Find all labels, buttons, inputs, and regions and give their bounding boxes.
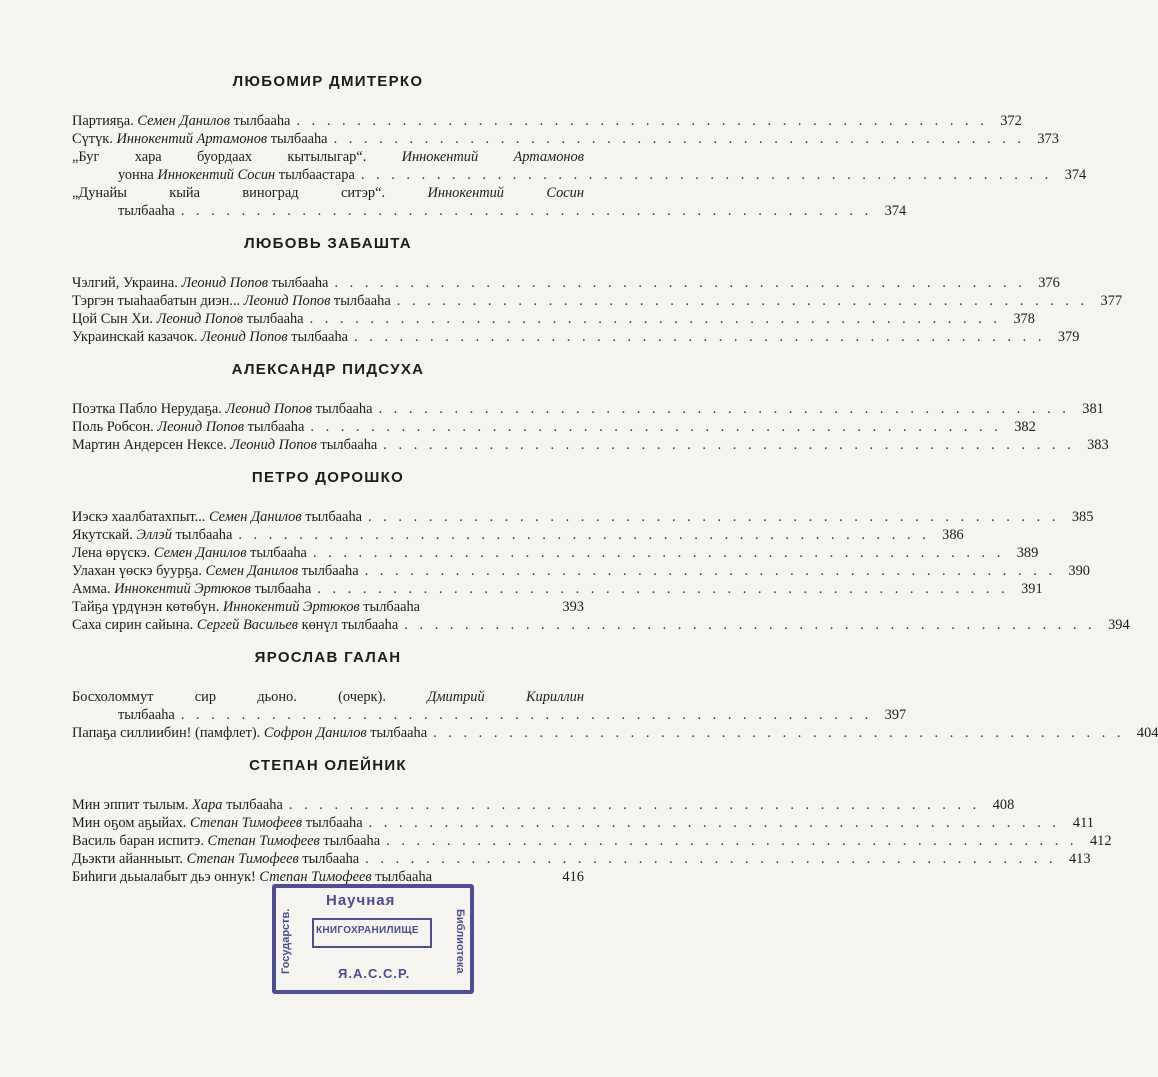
translator-name: Леонид Попов [225, 401, 313, 417]
title-text: тылбааһа [316, 437, 378, 453]
translator-name: Иннокентий Сосин [427, 185, 585, 201]
toc-entry-line [72, 526, 964, 544]
translator-name: Леонид Попов [201, 329, 288, 345]
toc-entry-text [118, 166, 355, 184]
leader-dots: . . . . . . . . . . . . . . . . . . . . . . . . . . . . . . . . . . . . . . . . . . . . . . [309, 311, 1001, 327]
toc-entry-text [72, 562, 359, 580]
toc-entry-text [72, 598, 420, 616]
title-text: тылбааһа [222, 797, 283, 813]
toc-entry[interactable] [72, 544, 1039, 562]
leader-dots: . . . . . . . . . . . . . . . . . . . . . . . . . . . . . . . . . . . . . . . . . . . . . . [396, 293, 1089, 309]
page-number: 391 [1021, 581, 1043, 597]
toc-entry-line [72, 706, 907, 724]
title-text: Саха сирин сайына. [72, 617, 197, 633]
title-text: тылбааһа [267, 131, 328, 147]
toc-entry-line [72, 418, 1036, 436]
page-number: 376 [1038, 275, 1060, 291]
title-text: тылбааһа [171, 527, 233, 543]
translator-name: Степан Тимофеев [259, 869, 372, 885]
toc-entry-line [72, 202, 907, 220]
page-number: 412 [1089, 833, 1112, 849]
page-number: 394 [1108, 617, 1130, 633]
translator-name: Эллэй [136, 527, 172, 543]
title-text: Партияҕа. [72, 113, 138, 129]
translator-name: Семен Данилов [153, 545, 247, 561]
leader-dots: . . . . . . . . . . . . . . . . . . . . . . . . . . . . . . . . . . . . . . . . . . . . . . [238, 527, 930, 543]
author-section [72, 360, 1109, 454]
author-heading: ПЕТРО ДОРОШКО [251, 469, 405, 486]
toc-entry[interactable] [72, 328, 1080, 346]
toc-entry[interactable] [72, 832, 1112, 850]
title-text: көнүл тылбааһа [297, 617, 399, 633]
title-text: тылбааһа [366, 725, 428, 741]
translator-name: Иннокентий Артамонов [116, 131, 268, 147]
title-text: Поэтка Пабло Нерудаҕа. [72, 401, 226, 417]
toc-entry[interactable] [72, 148, 1087, 184]
title-text: „Дунайы кыйа виноград ситэр“. [72, 185, 428, 201]
page-number: 389 [1016, 545, 1039, 561]
leader-dots: . . . . . . . . . . . . . . . . . . . . . . . . . . . . . . . . . . . . . . . . . . . . . . [360, 167, 1053, 183]
title-text: тылбааһа [243, 419, 305, 435]
toc-entry-line [72, 112, 1022, 130]
title-text: тылбааһа [301, 509, 363, 525]
contents-page [72, 72, 1158, 900]
title-text: тылбааһа [330, 293, 391, 309]
toc-entry-text [72, 832, 380, 850]
toc-entry-line [72, 796, 1015, 814]
toc-entry-text [118, 706, 175, 724]
toc-entry-text [72, 580, 311, 598]
page-number: 377 [1100, 293, 1123, 309]
stamp-line-1: Научная [326, 892, 396, 909]
toc-entry[interactable] [72, 112, 1022, 130]
leader-dots: . . . . . . . . . . . . . . . . . . . . . . . . . . . . . . . . . . . . . . . . . . . . . . [312, 545, 1005, 561]
title-text: „Буг хара буордаах кытылыгар“. [72, 149, 402, 165]
title-text: Тайҕа үрдүнэн көтөбүн. [72, 599, 223, 615]
author-section [72, 234, 1123, 346]
toc-entry-text [72, 148, 584, 166]
page-number: 378 [1013, 311, 1035, 327]
toc-entry[interactable] [72, 724, 1158, 742]
translator-name: Иннокентий Артамонов [401, 149, 584, 165]
title-text: Амма. [72, 581, 115, 597]
page-number: 385 [1071, 509, 1094, 525]
title-text: тылбааһа [371, 869, 433, 885]
toc-entry[interactable] [72, 130, 1059, 148]
author-heading: ЛЮБОВЬ ЗАБАШТА [244, 235, 412, 252]
toc-entry[interactable] [72, 292, 1123, 310]
leader-dots: . . . . . . . . . . . . . . . . . . . . . . . . . . . . . . . . . . . . . . . . . . . . . . [365, 851, 1057, 867]
toc-entry-text [72, 436, 377, 454]
toc-entry[interactable] [72, 814, 1094, 832]
toc-entry-text [72, 688, 584, 706]
leader-dots: . . . . . . . . . . . . . . . . . . . . . . . . . . . . . . . . . . . . . . . . . . . . . . [334, 275, 1026, 291]
title-text: Мин эппит тылым. [72, 797, 193, 813]
toc-entry-line [72, 130, 1059, 148]
toc-entry[interactable] [72, 580, 1043, 598]
toc-entry-line [72, 688, 584, 706]
translator-name: Степан Тимофеев [207, 833, 320, 849]
page-number: 397 [884, 707, 907, 723]
title-text: тылбааһа [243, 311, 304, 327]
toc-entry-text [72, 796, 283, 814]
translator-name: Дмитрий Кириллин [427, 689, 584, 705]
toc-entry-line [72, 562, 1090, 580]
title-text: тылбааһа [118, 707, 175, 723]
toc-entry-line [72, 292, 1123, 310]
title-text: тылбааһа [230, 113, 291, 129]
page-number: 374 [1064, 167, 1087, 183]
toc-entry[interactable] [72, 310, 1035, 328]
translator-name: Леонид Попов [230, 437, 317, 453]
toc-entry-text [72, 184, 584, 202]
translator-name: Софрон Данилов [263, 725, 367, 741]
leader-dots: . . . . . . . . . . . . . . . . . . . . . . . . . . . . . . . . . . . . . . . . . . . . . . [404, 617, 1096, 633]
leader-dots: . . . . . . . . . . . . . . . . . . . . . . . . . . . . . . . . . . . . . . . . . . . . . . [317, 581, 1009, 597]
toc-entry[interactable] [72, 616, 1130, 634]
toc-entry-line [72, 508, 1094, 526]
toc-entry-text [72, 418, 304, 436]
toc-entry-text [72, 544, 307, 562]
toc-entry-text [72, 328, 348, 346]
stamp-line-2: КНИГОХРАНИЛИЩЕ [316, 925, 419, 936]
leader-dots: . . . . . . . . . . . . . . . . . . . . . . . . . . . . . . . . . . . . . . . . . . . . . . [180, 707, 873, 723]
translator-name: Иннокентий Эртюков [222, 599, 360, 615]
toc-entry-line [72, 328, 1080, 346]
title-text: Василь баран испитэ. [72, 833, 208, 849]
title-text: тылбааһа [298, 851, 360, 867]
toc-entry[interactable] [72, 274, 1060, 292]
toc-entry[interactable] [72, 436, 1109, 454]
leader-dots: . . . . . . . . . . . . . . . . . . . . . . . . . . . . . . . . . . . . . . . . . . . . . . [333, 131, 1025, 147]
translator-name: Иннокентий Сосин [157, 167, 276, 183]
toc-entry[interactable] [72, 562, 1090, 580]
title-text: тылбаастара [275, 167, 355, 183]
page-number: 372 [1000, 113, 1022, 129]
author-heading: ЯРОСЛАВ ГАЛАН [254, 649, 402, 666]
toc-entry[interactable] [72, 598, 584, 616]
toc-entry-line [72, 850, 1091, 868]
title-text: тылбааһа [118, 203, 175, 219]
title-text: Поль Робсон. [72, 419, 158, 435]
toc-entry-text [72, 274, 328, 292]
toc-entry-text [72, 814, 363, 832]
title-text: Якутскай. [72, 527, 137, 543]
author-section [72, 648, 1158, 742]
page-number: 381 [1082, 401, 1104, 417]
title-text: Иэскэ хаалбатахпыт... [72, 509, 209, 525]
author-section [72, 756, 1112, 886]
page-number: 386 [942, 527, 964, 543]
page-number: 382 [1014, 419, 1036, 435]
toc-entry-text [72, 526, 232, 544]
toc-entry-line [72, 616, 1130, 634]
toc-entry-text [118, 202, 175, 220]
toc-entry[interactable] [72, 796, 1015, 814]
title-text: Украинскай казачок. [72, 329, 202, 345]
toc-entry[interactable] [72, 688, 907, 724]
translator-name: Степан Тимофеев [186, 851, 299, 867]
leader-dots: . . . . . . . . . . . . . . . . . . . . . . . . . . . . . . . . . . . . . . . . . . . . . . [368, 509, 1060, 525]
title-text: Чэлгий, Украина. [72, 275, 182, 291]
title-text: Мартин Андерсен Нексе. [72, 437, 231, 453]
translator-name: Семен Данилов [208, 509, 302, 525]
toc-entry-text [72, 292, 391, 310]
title-text: Мин оҕом аҕыйах. [72, 815, 190, 831]
toc-entry-line [72, 598, 584, 616]
translator-name: Степан Тимофеев [189, 815, 303, 831]
author-heading: СТЕПАН ОЛЕЙНИК [249, 757, 407, 774]
toc-entry-line [72, 832, 1112, 850]
page-number: 404 [1136, 725, 1158, 741]
leader-dots: . . . . . . . . . . . . . . . . . . . . . . . . . . . . . . . . . . . . . . . . . . . . . . [378, 401, 1070, 417]
title-text: Лена өрүскэ. [72, 545, 154, 561]
toc-entry-line [72, 184, 584, 202]
toc-entry[interactable] [72, 526, 964, 544]
toc-entry[interactable] [72, 184, 907, 220]
toc-entry-text [72, 310, 304, 328]
title-text: Папаҕа силлиибин! (памфлет). [72, 725, 264, 741]
toc-entry-line [72, 400, 1104, 418]
toc-entry-line [72, 580, 1043, 598]
toc-entry-line [72, 724, 1158, 742]
title-text: тылбааһа [246, 545, 307, 561]
page-number: 373 [1037, 131, 1059, 147]
toc-entry-line [72, 544, 1039, 562]
toc-entry-text [72, 850, 359, 868]
title-text: тылбааһа [359, 599, 421, 615]
author-heading: ЛЮБОМИР ДМИТЕРКО [232, 73, 424, 90]
stamp-left-text: Государств. [280, 908, 292, 974]
leader-dots: . . . . . . . . . . . . . . . . . . . . . . . . . . . . . . . . . . . . . . . . . . . . . . [180, 203, 873, 219]
title-text: уонна [118, 167, 158, 183]
toc-entry-line [72, 310, 1035, 328]
translator-name: Хара [192, 797, 223, 813]
page-number: 393 [562, 599, 584, 615]
leader-dots: . . . . . . . . . . . . . . . . . . . . . . . . . . . . . . . . . . . . . . . . . . . . . . [354, 329, 1046, 345]
title-text: Биһиги дьыалабыт дьэ оннук! [72, 869, 260, 885]
leader-dots: . . . . . . . . . . . . . . . . . . . . . . . . . . . . . . . . . . . . . . . . . . . . . . [288, 797, 981, 813]
toc-entry[interactable] [72, 850, 1091, 868]
author-section [72, 72, 1087, 220]
leader-dots: . . . . . . . . . . . . . . . . . . . . . . . . . . . . . . . . . . . . . . . . . . . . . . [383, 437, 1075, 453]
toc-entry-text [72, 508, 362, 526]
toc-entry[interactable] [72, 508, 1094, 526]
leader-dots: . . . . . . . . . . . . . . . . . . . . . . . . . . . . . . . . . . . . . . . . . . . . . . [386, 833, 1078, 849]
toc-entry-text [72, 400, 372, 418]
stamp-right-text: Библиотека [454, 908, 466, 974]
page-number: 416 [562, 869, 584, 885]
title-text: Улахан үөскэ буурҕа. [72, 563, 206, 579]
title-text: Дьэкти айанныыт. [72, 851, 187, 867]
title-text: тылбааһа [312, 401, 373, 417]
page-number: 390 [1068, 563, 1090, 579]
leader-dots: . . . . . . . . . . . . . . . . . . . . . . . . . . . . . . . . . . . . . . . . . . . . . . [296, 113, 988, 129]
page-number: 379 [1057, 329, 1080, 345]
title-text: тылбааһа [250, 581, 312, 597]
title-text: тылбааһа [319, 833, 381, 849]
translator-name: Иннокентий Эртюков [114, 581, 251, 597]
translator-name: Леонид Попов [181, 275, 269, 291]
toc-entry-text [72, 112, 290, 130]
title-text: Тэргэн тыаһаабатын диэн... [72, 293, 244, 309]
title-text: Босхоломмут сир дьоно. (очерк). [72, 689, 428, 705]
toc-entry-line [72, 166, 1087, 184]
page-number: 411 [1072, 815, 1094, 831]
leader-dots: . . . . . . . . . . . . . . . . . . . . . . . . . . . . . . . . . . . . . . . . . . . . . . [364, 563, 1056, 579]
author-section [72, 468, 1130, 634]
page-number: 374 [884, 203, 907, 219]
translator-name: Леонид Попов [157, 419, 244, 435]
toc-entry-line [72, 274, 1060, 292]
translator-name: Леонид Попов [156, 311, 244, 327]
translator-name: Сергей Васильев [196, 617, 298, 633]
title-text: тылбааһа [298, 563, 359, 579]
page-number: 413 [1068, 851, 1091, 867]
title-text: тылбааһа [268, 275, 329, 291]
toc-entry-line [72, 814, 1094, 832]
toc-entry-text [72, 616, 398, 634]
stamp-line-3: Я.А.С.С.Р. [338, 966, 411, 981]
leader-dots: . . . . . . . . . . . . . . . . . . . . . . . . . . . . . . . . . . . . . . . . . . . . . . [368, 815, 1060, 831]
author-heading: АЛЕКСАНДР ПИДСУХА [231, 361, 425, 378]
page-number: 383 [1087, 437, 1109, 453]
toc-entry-line [72, 436, 1109, 454]
toc-entry[interactable] [72, 400, 1104, 418]
page-number: 408 [992, 797, 1015, 813]
title-text: Сүтүк. [72, 131, 117, 147]
library-stamp [272, 884, 474, 994]
title-text: тылбааһа [287, 329, 349, 345]
toc-entry-line [72, 148, 584, 166]
translator-name: Семен Данилов [205, 563, 299, 579]
translator-name: Семен Данилов [137, 113, 231, 129]
toc-entry[interactable] [72, 418, 1036, 436]
leader-dots: . . . . . . . . . . . . . . . . . . . . . . . . . . . . . . . . . . . . . . . . . . . . . . [433, 725, 1125, 741]
title-text: Цой Сын Хи. [72, 311, 157, 327]
translator-name: Леонид Попов [243, 293, 331, 309]
title-text: тылбааһа [302, 815, 363, 831]
toc-entry-text [72, 130, 328, 148]
leader-dots: . . . . . . . . . . . . . . . . . . . . . . . . . . . . . . . . . . . . . . . . . . . . . . [310, 419, 1002, 435]
toc-entry-text [72, 724, 427, 742]
